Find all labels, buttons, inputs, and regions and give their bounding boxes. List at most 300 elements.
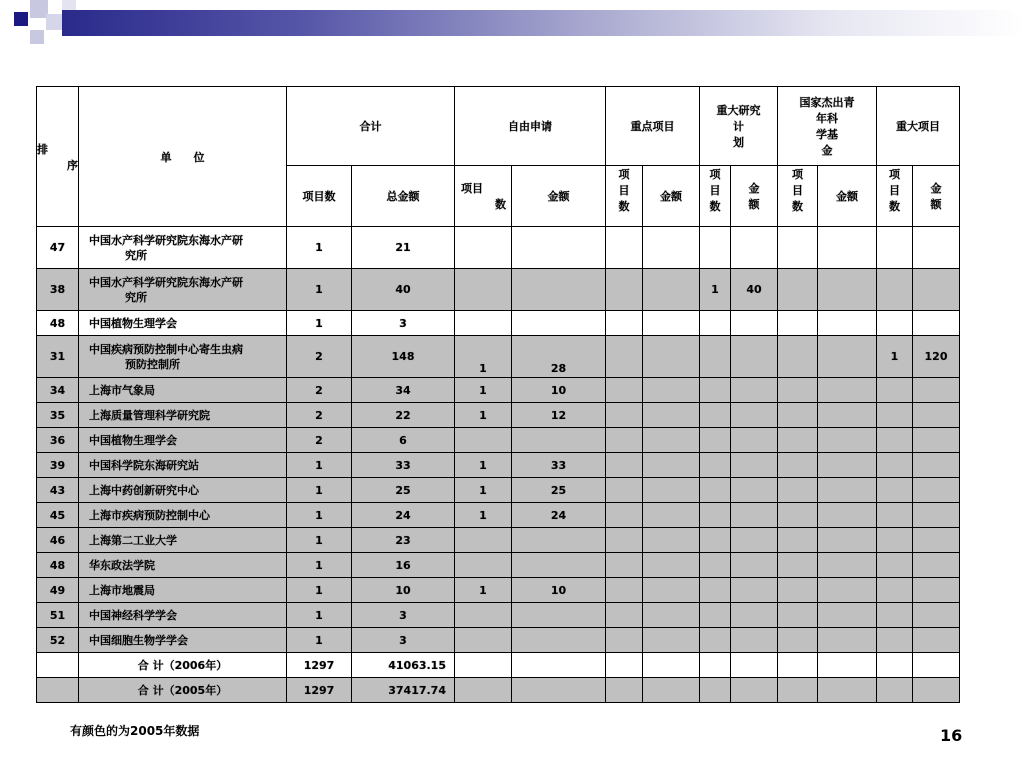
- header-plan-amount: [731, 166, 778, 227]
- decor-square: [14, 12, 28, 26]
- table-cell: 1: [455, 478, 512, 503]
- table-cell: 21: [352, 227, 455, 269]
- table-cell: [512, 628, 606, 653]
- table-cell: 10: [512, 378, 606, 403]
- table-cell: [913, 269, 960, 311]
- header-total: 合计: [287, 87, 455, 166]
- table-cell: [731, 503, 778, 528]
- table-cell: [778, 653, 818, 678]
- table-cell: [79, 336, 287, 378]
- table-cell: [913, 403, 960, 428]
- table-cell: 52: [37, 628, 79, 653]
- table-cell: [877, 378, 913, 403]
- table-row: [37, 269, 960, 311]
- table-cell: [643, 653, 700, 678]
- unit-name: 中国植物生理学会: [89, 316, 177, 330]
- table-cell: [818, 428, 877, 453]
- table-cell: [913, 478, 960, 503]
- unit-name: 中国植物生理学会: [89, 433, 177, 447]
- header-youth-amount: 金额: [818, 166, 877, 227]
- table-cell: [643, 378, 700, 403]
- table-cell: [700, 478, 731, 503]
- table-cell: [643, 403, 700, 428]
- table-cell: [877, 553, 913, 578]
- table-cell: [731, 678, 778, 703]
- table-cell: [606, 453, 643, 478]
- header-line: 数: [889, 200, 900, 213]
- header-line: 重大研究: [716, 104, 761, 117]
- table-cell: [913, 428, 960, 453]
- table-cell: 40: [731, 269, 778, 311]
- table-cell: 1: [287, 269, 352, 311]
- page-number: 16: [940, 726, 963, 745]
- table-cell: [778, 553, 818, 578]
- table-cell: 3: [352, 603, 455, 628]
- table-cell: [913, 453, 960, 478]
- table-cell: 35: [37, 403, 79, 428]
- table-cell: [913, 503, 960, 528]
- header-line: 数: [618, 200, 630, 213]
- table-cell: [512, 227, 606, 269]
- table-row: [37, 227, 960, 269]
- unit-name-cont: 预防控制所: [125, 357, 180, 371]
- table-cell: 2: [287, 403, 352, 428]
- unit-name: 中国细胞生物学学会: [89, 633, 188, 647]
- table-cell: [778, 478, 818, 503]
- header-line: 年科: [816, 112, 838, 125]
- table-cell: [778, 403, 818, 428]
- table-cell: [818, 603, 877, 628]
- unit-name: 上海市地震局: [89, 583, 155, 597]
- table-cell: [606, 311, 643, 336]
- table-cell: [700, 378, 731, 403]
- table-cell: [700, 336, 731, 378]
- table-cell: 47: [37, 227, 79, 269]
- header-line: 国家杰出青: [799, 96, 855, 109]
- table-cell: [778, 311, 818, 336]
- table-cell: [512, 269, 606, 311]
- table-cell: 31: [37, 336, 79, 378]
- table-cell: 16: [352, 553, 455, 578]
- table-cell: [731, 403, 778, 428]
- table-cell: 1: [287, 553, 352, 578]
- table-cell: [37, 678, 79, 703]
- table-row: [37, 553, 960, 578]
- table-cell: 1: [287, 311, 352, 336]
- header-line: 计: [733, 120, 744, 133]
- table-cell: [913, 578, 960, 603]
- table-cell: 33: [352, 453, 455, 478]
- header-total-count: 项目数: [287, 166, 352, 227]
- table-cell: [79, 311, 287, 336]
- header-line: 数: [495, 198, 506, 211]
- table-cell: 24: [512, 503, 606, 528]
- table-cell: [606, 428, 643, 453]
- unit-name: 中国疾病预防控制中心寄生虫病: [89, 342, 243, 356]
- table-cell: [778, 528, 818, 553]
- decor-square: [62, 0, 76, 10]
- table-cell: 1: [287, 453, 352, 478]
- table-row: [37, 528, 960, 553]
- table-cell: [700, 678, 731, 703]
- header-major-plan: [700, 87, 778, 166]
- table-cell: 10: [352, 578, 455, 603]
- table-cell: [79, 269, 287, 311]
- table-cell: [731, 553, 778, 578]
- table-cell: [731, 311, 778, 336]
- table-cell: 36: [37, 428, 79, 453]
- table-cell: [512, 528, 606, 553]
- table-cell: 33: [512, 453, 606, 478]
- table-cell: [731, 227, 778, 269]
- header-major-amount: [913, 166, 960, 227]
- table-row: [37, 478, 960, 503]
- table-cell: [700, 428, 731, 453]
- table-cell: 48: [37, 553, 79, 578]
- table-cell: [818, 311, 877, 336]
- table-cell: [731, 453, 778, 478]
- table-cell: [778, 453, 818, 478]
- table-cell: 1: [287, 603, 352, 628]
- table-cell: [778, 378, 818, 403]
- table-cell: [731, 336, 778, 378]
- table-cell: [455, 553, 512, 578]
- table-cell: [606, 553, 643, 578]
- table-cell: [877, 603, 913, 628]
- table-cell: 45: [37, 503, 79, 528]
- table-cell: [512, 428, 606, 453]
- table-cell: 25: [352, 478, 455, 503]
- table-cell: [913, 553, 960, 578]
- unit-name: 中国科学院东海研究站: [89, 458, 199, 472]
- table-cell: [818, 453, 877, 478]
- table-cell: 120: [913, 336, 960, 378]
- table-cell: 37417.74: [352, 678, 455, 703]
- header-youth-fund: [778, 87, 877, 166]
- table-row: [37, 453, 960, 478]
- header-key-count: [606, 166, 643, 227]
- table-cell: [79, 378, 287, 403]
- table-cell: [818, 403, 877, 428]
- header-free-count: [455, 166, 512, 227]
- unit-name: 中国水产科学研究院东海水产研: [89, 275, 243, 289]
- table-cell: [643, 603, 700, 628]
- table-cell: 34: [352, 378, 455, 403]
- table-cell: [877, 403, 913, 428]
- table-cell: [643, 628, 700, 653]
- table-cell: [455, 653, 512, 678]
- table-cell: [606, 269, 643, 311]
- table-cell: [79, 528, 287, 553]
- table-cell: [818, 628, 877, 653]
- header-major: 重大项目: [877, 87, 960, 166]
- header-free: 自由申请: [455, 87, 606, 166]
- table-cell: 23: [352, 528, 455, 553]
- table-cell: [700, 311, 731, 336]
- table-cell: 46: [37, 528, 79, 553]
- header-youth-count: [778, 166, 818, 227]
- decor-square: [46, 14, 62, 30]
- table-cell: [877, 478, 913, 503]
- table-cell: [643, 528, 700, 553]
- table-cell: [512, 311, 606, 336]
- table-cell: [700, 553, 731, 578]
- table-cell: 25: [512, 478, 606, 503]
- table-cell: 49: [37, 578, 79, 603]
- table-row: [37, 603, 960, 628]
- header-free-amount: 金额: [512, 166, 606, 227]
- table-cell: 2: [287, 428, 352, 453]
- table-cell: 1: [700, 269, 731, 311]
- table-cell: 6: [352, 428, 455, 453]
- table-cell: [643, 503, 700, 528]
- table-cell: [913, 378, 960, 403]
- table-cell: 1: [287, 503, 352, 528]
- header-major-count: [877, 166, 913, 227]
- table-cell: 合 计（2005年）: [79, 678, 287, 703]
- header-line: 目: [618, 184, 630, 197]
- header-line: 目: [792, 184, 803, 197]
- table-cell: 28: [512, 336, 606, 378]
- table-cell: [606, 336, 643, 378]
- table-cell: [778, 503, 818, 528]
- table-cell: 51: [37, 603, 79, 628]
- table-cell: [455, 269, 512, 311]
- table-cell: [818, 653, 877, 678]
- table-cell: 1: [455, 453, 512, 478]
- table-cell: [79, 578, 287, 603]
- table-cell: [606, 603, 643, 628]
- table-row: [37, 428, 960, 453]
- table-cell: [877, 311, 913, 336]
- table-cell: 2: [287, 378, 352, 403]
- table-row: [37, 378, 960, 403]
- header-line: 额: [930, 198, 942, 211]
- header-line: 金: [930, 182, 942, 195]
- table-cell: [731, 378, 778, 403]
- table-cell: [455, 678, 512, 703]
- table-cell: [79, 453, 287, 478]
- unit-name-cont: 究所: [125, 248, 147, 262]
- table-row: [37, 578, 960, 603]
- header-key-amount: 金额: [643, 166, 700, 227]
- total-row: [37, 653, 960, 678]
- table-cell: [877, 578, 913, 603]
- table-cell: 1297: [287, 678, 352, 703]
- table-cell: 1: [455, 578, 512, 603]
- table-cell: [778, 628, 818, 653]
- table-cell: 1: [287, 528, 352, 553]
- table-cell: [37, 653, 79, 678]
- table-cell: [778, 336, 818, 378]
- table-cell: 48: [37, 311, 79, 336]
- table-cell: 38: [37, 269, 79, 311]
- table-cell: [700, 403, 731, 428]
- header-line: 项: [709, 168, 721, 181]
- slide-banner: [0, 0, 1024, 50]
- table-cell: [778, 603, 818, 628]
- table-cell: 合 计（2006年）: [79, 653, 287, 678]
- table-cell: [606, 653, 643, 678]
- table-cell: [778, 428, 818, 453]
- table-cell: [700, 227, 731, 269]
- header-line: 金: [821, 144, 833, 157]
- unit-name: 华东政法学院: [89, 558, 155, 572]
- header-line: 项目: [461, 182, 483, 195]
- table-cell: 1: [455, 336, 512, 378]
- header-rank: [37, 87, 79, 227]
- header-line: 学基: [816, 128, 838, 141]
- table-cell: [643, 269, 700, 311]
- table-row: [37, 311, 960, 336]
- table-cell: [731, 653, 778, 678]
- table-cell: [877, 678, 913, 703]
- table-cell: 10: [512, 578, 606, 603]
- unit-name: 上海市疾病预防控制中心: [89, 508, 210, 522]
- table-cell: [643, 678, 700, 703]
- table-cell: 22: [352, 403, 455, 428]
- table-cell: [877, 428, 913, 453]
- table-cell: [818, 269, 877, 311]
- table-cell: [606, 503, 643, 528]
- table-cell: [700, 503, 731, 528]
- table-cell: [731, 428, 778, 453]
- table-cell: 1: [455, 403, 512, 428]
- table-cell: [818, 336, 877, 378]
- table-cell: [778, 578, 818, 603]
- table-cell: [700, 578, 731, 603]
- table-cell: [877, 227, 913, 269]
- table-cell: [818, 478, 877, 503]
- table-cell: [818, 578, 877, 603]
- table-cell: [606, 678, 643, 703]
- table-cell: [643, 336, 700, 378]
- table-cell: [606, 528, 643, 553]
- table-cell: [731, 578, 778, 603]
- table-cell: [731, 603, 778, 628]
- table-cell: [606, 478, 643, 503]
- table-cell: [731, 628, 778, 653]
- table-cell: [79, 603, 287, 628]
- table-cell: 1: [877, 336, 913, 378]
- table-cell: 1: [287, 578, 352, 603]
- table-cell: [731, 528, 778, 553]
- table-cell: 1: [455, 378, 512, 403]
- header-line: 金: [748, 182, 760, 195]
- table-cell: 1: [287, 628, 352, 653]
- header-line: 项: [889, 168, 900, 181]
- unit-name: 上海第二工业大学: [89, 533, 177, 547]
- table-cell: [643, 553, 700, 578]
- table-cell: [643, 428, 700, 453]
- table-cell: [455, 311, 512, 336]
- table-cell: 43: [37, 478, 79, 503]
- table-cell: [913, 227, 960, 269]
- table-cell: [818, 678, 877, 703]
- header-line: 目: [889, 184, 900, 197]
- table-cell: 3: [352, 628, 455, 653]
- table-cell: [913, 653, 960, 678]
- table-cell: 24: [352, 503, 455, 528]
- header-line: 项: [618, 168, 630, 181]
- table-row: [37, 403, 960, 428]
- unit-name-cont: 究所: [125, 290, 147, 304]
- table-row: [37, 336, 960, 378]
- header-plan-count: [700, 166, 731, 227]
- header-line: 目: [709, 184, 721, 197]
- table-cell: [79, 503, 287, 528]
- table-cell: 148: [352, 336, 455, 378]
- table-cell: [512, 553, 606, 578]
- table-cell: [455, 528, 512, 553]
- unit-name: 上海中药创新研究中心: [89, 483, 199, 497]
- table-cell: [818, 503, 877, 528]
- table-cell: [455, 428, 512, 453]
- table-cell: [512, 603, 606, 628]
- table-cell: [79, 428, 287, 453]
- data-table: [36, 86, 960, 703]
- header-key: 重点项目: [606, 87, 700, 166]
- unit-name: 上海市气象局: [89, 383, 155, 397]
- table-cell: [818, 553, 877, 578]
- table-cell: 40: [352, 269, 455, 311]
- table-cell: [512, 678, 606, 703]
- table-cell: 1297: [287, 653, 352, 678]
- table-cell: [913, 528, 960, 553]
- table-cell: [700, 653, 731, 678]
- table-cell: [913, 603, 960, 628]
- table-cell: [643, 578, 700, 603]
- table-cell: [643, 453, 700, 478]
- table-cell: [643, 227, 700, 269]
- table-cell: [700, 628, 731, 653]
- header-line: 额: [748, 198, 760, 211]
- table-cell: [877, 269, 913, 311]
- table-cell: [913, 311, 960, 336]
- header-total-amount: 总金额: [352, 166, 455, 227]
- table-cell: [778, 269, 818, 311]
- table-row: [37, 503, 960, 528]
- table-cell: [455, 227, 512, 269]
- table-cell: [606, 227, 643, 269]
- table-cell: 12: [512, 403, 606, 428]
- footer-note: 有颜色的为2005年数据: [70, 724, 200, 738]
- table-cell: [877, 528, 913, 553]
- table-cell: [79, 553, 287, 578]
- table-cell: 39: [37, 453, 79, 478]
- table-cell: 1: [455, 503, 512, 528]
- header-rank-line: 序: [67, 158, 78, 172]
- table-cell: 1: [287, 227, 352, 269]
- table-cell: [877, 503, 913, 528]
- header-rank-line: 排: [37, 142, 48, 156]
- table-row: [37, 628, 960, 653]
- table-cell: [606, 578, 643, 603]
- table-cell: [79, 227, 287, 269]
- table-cell: [913, 628, 960, 653]
- table-cell: 2: [287, 336, 352, 378]
- table-cell: [606, 628, 643, 653]
- header-line: 数: [709, 200, 721, 213]
- header-unit: 单 位: [79, 87, 287, 227]
- table-cell: [606, 378, 643, 403]
- table-cell: [643, 478, 700, 503]
- table-cell: [877, 628, 913, 653]
- unit-name: 中国神经科学学会: [89, 608, 177, 622]
- header-line: 数: [792, 200, 803, 213]
- table-cell: [877, 453, 913, 478]
- table-cell: [512, 653, 606, 678]
